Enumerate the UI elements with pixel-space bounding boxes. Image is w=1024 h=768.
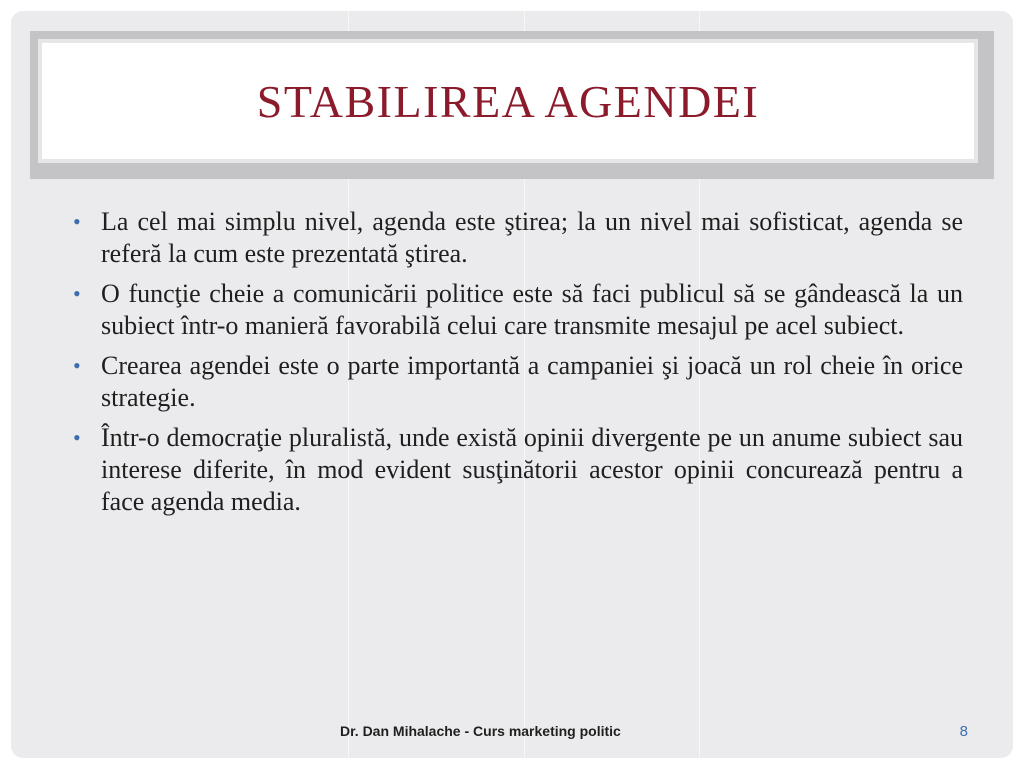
bullet-icon: •	[73, 281, 81, 306]
bullet-icon: •	[73, 209, 81, 234]
bullet-item	[71, 206, 963, 270]
bullet-text: La cel mai simplu nivel, agenda este ştirea; la un nivel mai sofisticat, agenda se referă la cum este prezentată ştirea.	[101, 207, 963, 268]
bullet-text: Într-o democraţie pluralistă, unde există opinii divergente pe un anume subiect sau interese diferite, în mod evident susţinătorii acestor opinii concurează pentru a face agenda media.	[101, 423, 963, 516]
bullet-text: O funcţie cheie a comunicării politice este să faci publicul să se gândească la un subiect într-o manieră favorabilă celui care transmite mesajul pe acel subiect.	[101, 279, 963, 340]
footer-text: Dr. Dan Mihalache - Curs marketing politic	[340, 723, 621, 739]
bullet-list	[71, 206, 963, 526]
slide-title: STABILIREA AGENDEI	[256, 75, 760, 127]
bullet-icon: •	[73, 353, 81, 378]
bullet-icon: •	[73, 425, 81, 450]
bullet-item	[71, 278, 963, 342]
bullet-text: Crearea agendei este o parte importantă a campaniei şi joacă un rol cheie în orice strategie.	[101, 351, 963, 412]
title-frame	[30, 31, 994, 179]
page-number: 8	[959, 723, 968, 740]
title-box	[38, 39, 978, 163]
bullet-item	[71, 422, 963, 518]
slide	[11, 11, 1013, 758]
bullet-item	[71, 350, 963, 414]
